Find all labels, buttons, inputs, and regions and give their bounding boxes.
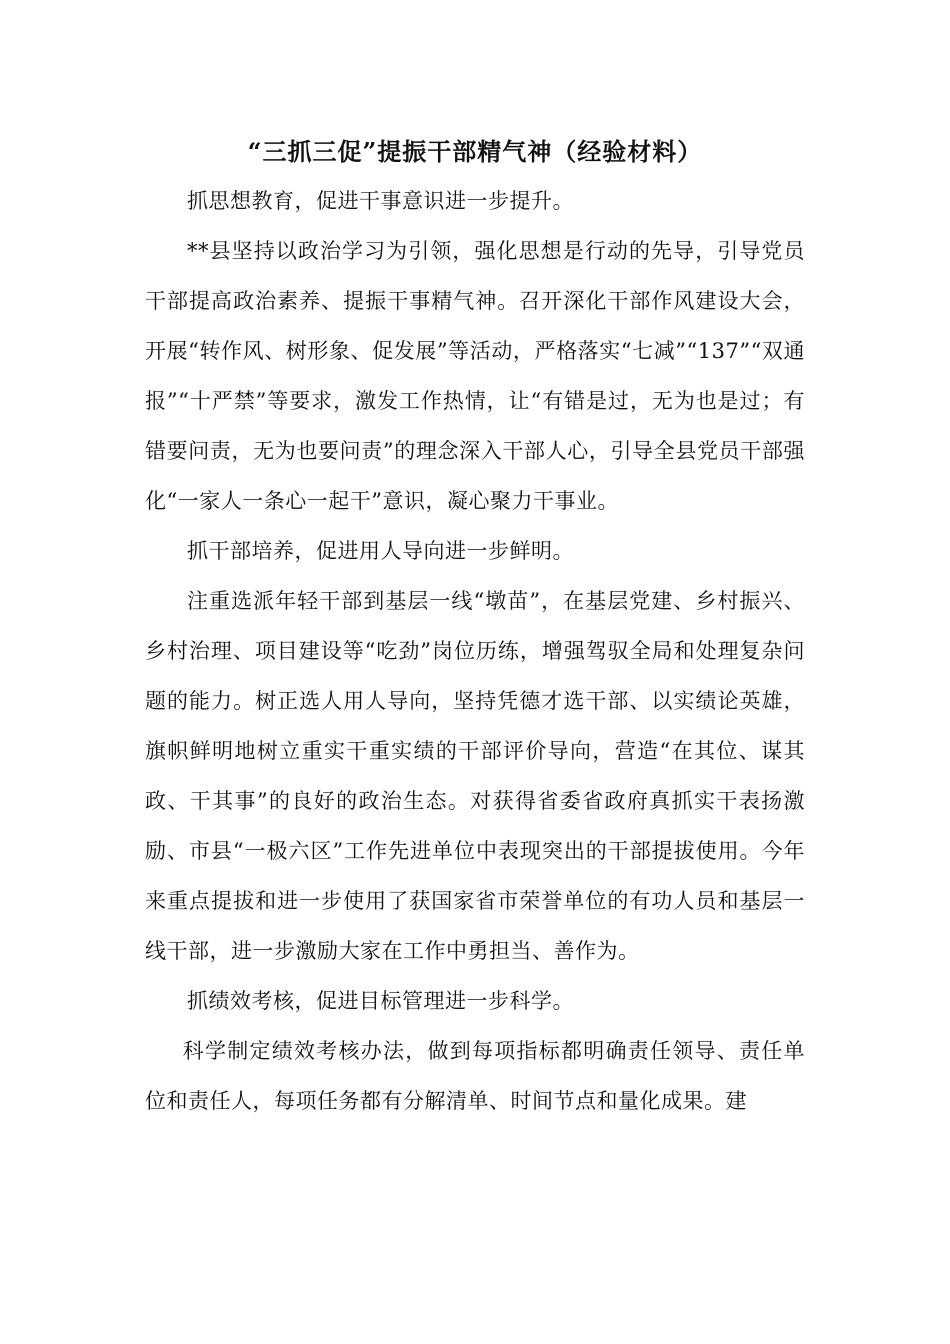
- document-title: “三抓三促”提振干部精气神（经验材料）: [247, 137, 703, 166]
- paragraph-3: 科学制定绩效考核办法，做到每项指标都明确责任领导、责任单位和责任人，每项任务都有分解清单、时间节点和量化成果。建: [145, 1039, 805, 1113]
- document-body: [145, 176, 805, 1126]
- paragraph-2: 注重选派年轻干部到基层一线“墩苗”，在基层党建、乡村振兴、乡村治理、项目建设等“吃劲”岗位历练，增强驾驭全局和处理复杂问题的能力。树正选人用人导向，坚持凭德才选干部、以实绩论英雄，旗帜鲜明地树立重实干重实绩的干部评价导向，营造“在其位、谋其政、干其事”的良好的政治生态。对获得省委省政府真抓实干表扬激励、市县“一极六区”工作先进单位中表现突出的干部提拔使用。今年来重点提拔和进一步使用了获国家省市荣誉单位的有功人员和基层一线干部，进一步激励大家在工作中勇担当、善作为。: [145, 589, 805, 963]
- section-heading-3: 抓绩效考核，促进目标管理进一步科学。: [187, 989, 574, 1013]
- section-heading-2: 抓干部培养，促进用人导向进一步鲜明。: [187, 539, 574, 563]
- paragraph-1: **县坚持以政治学习为引领，强化思想是行动的先导，引导党员干部提高政治素养、提振干事精气神。召开深化干部作风建设大会，开展“转作风、树形象、促发展”等活动，严格落实“七减”“137”“双通报”“十严禁”等要求，激发工作热情，让“有错是过，无为也是过；有错要问责，无为也要问责”的理念深入干部人心，引导全县党员干部强化“一家人一条心一起干”意识，凝心聚力干事业。: [145, 239, 805, 513]
- section-heading-1: 抓思想教育，促进干事意识进一步提升。: [187, 189, 574, 213]
